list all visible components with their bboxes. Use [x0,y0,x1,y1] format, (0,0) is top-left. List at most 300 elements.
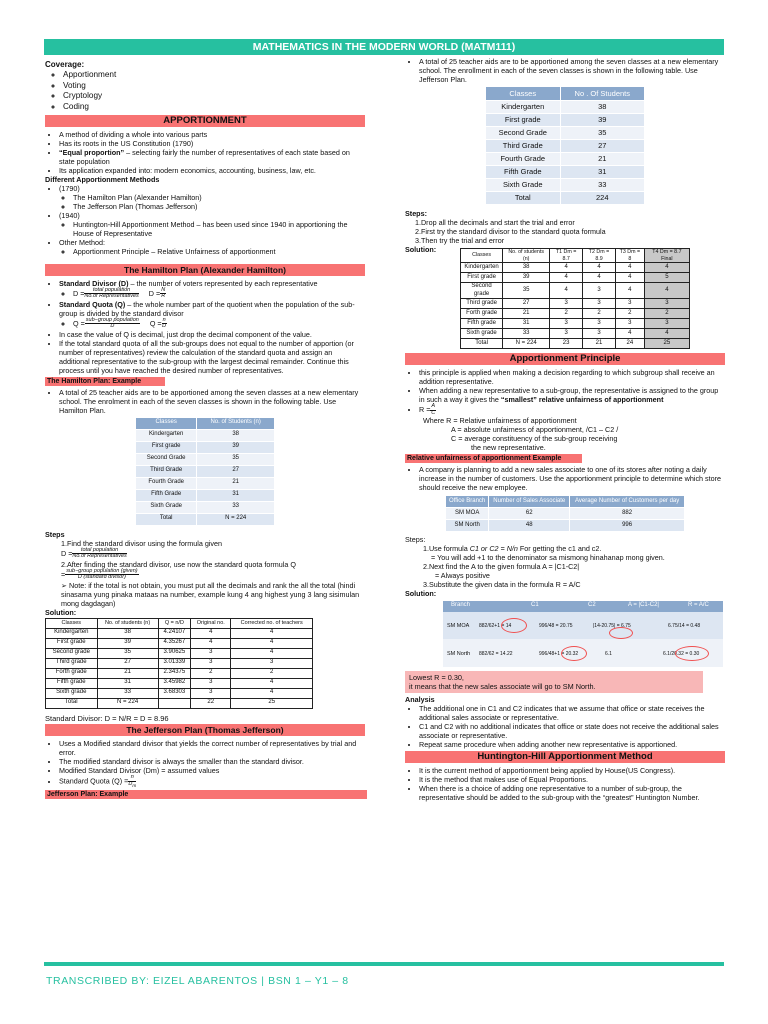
other-label: Other Method: [59,237,105,247]
year-label: (1790) [59,183,80,193]
table-cell: First grade [46,638,98,648]
method-sublist [59,247,365,256]
text: 1.Use formula [423,544,470,554]
cell: 882/62+1 = 14 [479,623,512,630]
table-cell: 31 [97,678,158,688]
table-row [136,513,275,525]
column-header: No . Of Students [560,87,644,101]
cell: SM North [447,651,471,658]
table-body [446,508,685,532]
document-title: MATHEMATICS IN THE MODERN WORLD (MATM111) [44,39,724,55]
table-cell: 3 [191,658,231,668]
table-row [486,192,645,205]
table-cell: 4 [550,273,583,283]
coverage-label: Coverage: [45,60,85,69]
col-label: C2 [588,602,596,609]
sq-label: Standard Quota (Q) = [59,776,129,786]
step-note: = You will add +1 to the denominator sa mismong hinahanap mong given. [431,553,665,563]
sd-result: Standard Divisor: D = N/R = D = 8.96 [45,713,169,723]
bullet: • If the total standard quota of all the sub-groups does not equal to the number of apportion (or number of representatives) review the calculation of the standard quota and assign an additional representative to the sub-group with the largest decimal remainder. Continue this process until you have reached the desired number of representatives. [59,339,365,375]
bullet: • When there is a choice of adding one representative to a number of sub-group, the representative should be added to the sub-group with the “greatest” Huntington Number. [419,784,725,802]
table-cell: Fifth grade [46,678,98,688]
step-formula: D = $\frac{\text{total population}}{\text{No.of Representatives}}$ [61,546,127,560]
table-cell: 21 [97,668,158,678]
table-row [136,465,275,477]
table-cell [158,698,190,708]
table-cell: 35 [97,648,158,658]
table-cell: 4 [644,283,689,299]
relative-example [405,465,725,492]
principle-steps [405,544,725,589]
table-cell: 3 [191,688,231,698]
table-cell: 4 [231,648,313,658]
table-cell: 31 [560,166,644,179]
table-row [446,508,685,520]
method-item: ◦ Apportionment Principle – Relative Unfairness of apportionment [73,247,365,256]
table-row [136,453,275,465]
table-cell: Sixth grade [46,688,98,698]
table-cell: Third Grade [136,465,197,477]
step: 3.Substitute the given data in the formula R = A/C [423,580,581,590]
principle-bullets [405,368,725,416]
table-cell: 38 [97,628,158,638]
step: 2.After finding the standard divisor, use now the standard quota formula Q [61,559,296,569]
cell: 996/48 = 20.75 [539,623,573,630]
bullet: • “Equal proportion” – selecting fairly the number of representatives of each state based on state population [59,148,365,166]
analysis-bullets [405,704,725,749]
table-row [46,688,313,698]
column-header: Classes [136,417,197,429]
col-label: Branch [451,602,471,609]
table-cell: 23 [550,339,583,349]
table-cell: Second grade [46,648,98,658]
jefferson-example [405,57,725,84]
table-cell: Third Grade [486,140,561,153]
table-cell: 3 [583,299,616,309]
bullet [59,300,365,330]
huntington-bullets [405,766,725,802]
branch-table [445,495,685,532]
year-label: (1940) [59,210,80,220]
step: 3.Then try the trial and error [415,236,505,245]
column-header: Office Branch [446,496,489,508]
apportionment-bullets [45,130,365,175]
table-cell: 3 [550,319,583,329]
bullet: • The modified standard divisor is always the smaller than the standard divisor. [59,757,365,766]
table-cell: 39 [560,114,644,127]
table-cell: 4 [191,638,231,648]
table-cell: 3.68303 [158,688,190,698]
bullet: • It is the current method of apportionment being applied by House(US Congress). [419,766,725,775]
column-header: No. of Students (n) [197,417,275,429]
table-cell: 21 [583,339,616,349]
table-row [46,638,313,648]
column-header: T1 Dm = 8.7 [550,249,583,263]
table-cell: 882 [570,508,685,520]
table-cell: 38 [560,101,644,114]
where-line: the new representative. [471,443,546,453]
col-label: C1 [531,602,539,609]
table-cell: 3 [583,329,616,339]
column-header: Average Number of Customers per day [570,496,685,508]
bullet: • Repeat same procedure when adding another new representative is apportioned. [419,740,725,749]
coverage-item: ◦ Cryptology [63,91,365,102]
table-cell: First grade [461,273,503,283]
table-cell: 4 [550,263,583,273]
table-cell: Kindergarten [136,429,197,441]
cell: 6.75/14 = 0.48 [668,623,701,630]
table-cell: 2 [583,309,616,319]
jefferson-steps [405,218,725,245]
right-column [405,57,725,803]
table-row [136,477,275,489]
table-cell: 4 [191,628,231,638]
table-cell: 31 [197,489,275,501]
table-cell: SM MOA [446,508,489,520]
table-cell: 4 [583,263,616,273]
table-cell: SM North [446,520,489,532]
where-line: A = absolute unfairness of apportionment, /C1 – C2 / [451,425,619,435]
denominator: No.of Representatives [72,553,127,560]
table-cell: 4 [231,638,313,648]
huntington-heading: Huntington-Hill Apportionment Method [405,751,725,763]
fraction: $\frac{n}{D_m}$ [128,774,137,788]
table-cell: 3 [644,319,689,329]
table-cell: Fifth Grade [136,489,197,501]
table-cell: 38 [197,429,275,441]
table-row [46,698,313,708]
table-cell: 3 [191,678,231,688]
cell: 996/48+1 = 20.32 [539,651,579,658]
table-row [46,658,313,668]
table-cell: Second grade [461,283,503,299]
table-row [461,309,690,319]
jefferson-heading: The Jefferson Plan (Thomas Jefferson) [45,724,365,736]
bullet: • A total of 25 teacher aids are to be apportioned among the seven classes at a new elementary school. The enrollment in each of the seven classes is shown in the following table. Use Jefferson Plan. [419,57,725,84]
table-cell: Sixth Grade [486,179,561,192]
left-column [45,60,365,801]
column-header: Original no. [191,618,231,628]
sq-formula: ◦ Q = $\frac{\text{sub−group population}}{D}$ Q = $\frac{n}{D}$ [73,318,365,330]
table-cell: Fourth Grade [486,153,561,166]
cell: 882/62 = 14.22 [479,651,513,658]
fraction: $\frac{A}{C}$ [431,403,436,416]
solution-image-header [443,601,723,612]
sd-formula: ◦ D = $\frac{\text{total population}}{\text{No.of Representatives}}$ D = $\frac{N}{R}$ [73,288,365,300]
hamilton-heading: The Hamilton Plan (Alexander Hamilton) [45,264,365,276]
table-cell: 27 [503,299,550,309]
table-row [461,339,690,349]
table-row [136,501,275,513]
table-cell: 27 [560,140,644,153]
table-cell: 39 [197,441,275,453]
table-cell: 3 [583,283,616,299]
table-cell: Kindergarten [461,263,503,273]
table-cell: 4 [231,628,313,638]
table-row [46,648,313,658]
method-sublist [59,220,365,238]
table-cell: 3 [615,319,644,329]
fraction: $\frac{n}{D}$ [162,316,167,330]
table-cell: 27 [197,465,275,477]
table-cell: 996 [570,520,685,532]
col-label: A = |C1-C2| [628,602,659,609]
column-header: Classes [461,249,503,263]
method-item: ◦ The Jefferson Plan (Thomas Jefferson) [73,202,365,211]
solution-label: Solution: [45,607,77,617]
table-row [136,441,275,453]
coverage-list [45,70,365,113]
footer-bar [44,962,724,966]
steps-label: Steps: [405,209,427,218]
column-header: Number of Sales Associate [489,496,570,508]
table-cell: 3 [615,299,644,309]
table-cell: 4 [644,263,689,273]
table-cell: 4 [615,263,644,273]
table-row [461,263,690,273]
bullet: • Uses a Modified standard divisor that yields the correct number of representatives by trial and error. [59,739,365,757]
table-cell: 33 [197,501,275,513]
hamilton-solution-table [45,618,313,709]
table-cell: 4.35267 [158,638,190,648]
cell: SM MOA [447,623,470,630]
class-table-body [136,429,275,525]
hamilton-steps [45,539,365,608]
table-cell: 62 [489,508,570,520]
table-cell: Third grade [461,299,503,309]
note: ➢ Note: if the total is not obtain, you must put all the decimals and rank the all the total (hindi sinasama yung pinaka mataas na number, example kung 4 ang highest yung 3 lang sisimulan mong dagdagan) [61,580,360,608]
table-cell: Kindergarten [486,101,561,114]
bullet [419,386,725,404]
table-cell: 4 [231,678,313,688]
step-formula: = $\frac{\text{sub−group population (given)}}{\text{D (standard divisor)}}$ [61,567,138,581]
relative-example-label: Relative unfairness of apportionment Example [405,454,582,463]
table-cell: 4 [231,688,313,698]
steps-label: Steps: [405,535,426,545]
table-cell: 4 [583,273,616,283]
denominator: D [110,323,115,330]
solution-label: Solution: [405,589,437,599]
table-cell: 22 [191,698,231,708]
emphasis: “smallest” relative unfairness of apportionment [500,395,664,405]
table-cell: 3.01339 [158,658,190,668]
table-cell: 3 [583,319,616,329]
table-cell: N = 224 [503,339,550,349]
method-year [59,238,365,256]
table-cell: 2 [231,668,313,678]
table-cell: 3 [550,299,583,309]
method-year [59,211,365,238]
table-row [446,520,685,532]
table-row [136,489,275,501]
jefferson-example-label: Jefferson Plan: Example [45,790,367,799]
example-bullets [45,388,365,415]
table-cell: 3 [550,329,583,339]
table-cell: 3 [191,648,231,658]
where-line: C = average constituency of the sub-group receiving [451,434,618,444]
formula-list [59,318,365,330]
table-row [486,153,645,166]
table-cell: 24 [615,339,644,349]
table-cell: Fifth Grade [486,166,561,179]
table-cell: 25 [644,339,689,349]
bullet: • In case the value of Q is decimal, just drop the decimal component of the value. [59,330,365,339]
table-cell: Second Grade [486,127,561,140]
sq-def: – the whole number part of the quotient when the population of the sub-group is divided by the standard divisor [59,299,355,318]
bullet: • Has its roots in the US Constitution (1790) [59,139,365,148]
table-cell: Second Grade [136,453,197,465]
table-header-row [46,618,313,628]
footer-credit: TRANSCRIBED BY: EIZEL ABARENTOS | BSN 1 – Y1 – 8 [46,975,349,987]
table-cell: Sixth Grade [136,501,197,513]
table-row [486,179,645,192]
table-cell: N = 224 [197,513,275,525]
table-cell: 4 [644,329,689,339]
col-label: R = A/C [688,602,709,609]
numerator: sub−group population [85,316,139,323]
table-cell: 21 [503,309,550,319]
table-cell: 48 [489,520,570,532]
table-cell: Total [136,513,197,525]
jefferson-class-table [485,86,645,205]
table-cell: First grade [136,441,197,453]
table-cell: 4 [615,273,644,283]
table-row [461,299,690,309]
analysis-label: Analysis [405,695,435,705]
solution-image [443,601,723,667]
coverage-item: ◦ Apportionment [63,70,365,81]
column-header: Corrected no. of teachers [231,618,313,628]
step-note: = Always positive [435,571,490,581]
table-row [46,628,313,638]
table-row [461,273,690,283]
sq-term: Standard Quota (Q) [59,299,126,309]
method-sublist [59,193,365,211]
apportionment-heading: APPORTIONMENT [45,115,365,127]
table-cell: 3 [644,299,689,309]
where-block [405,416,725,452]
table-row [136,429,275,441]
table-row [46,668,313,678]
table-cell: 2 [644,309,689,319]
table-row [486,101,645,114]
denominator: D (standard divisor) [77,574,126,581]
table-cell: 4.24107 [158,628,190,638]
table-row [46,678,313,688]
table-row [486,114,645,127]
table-row [486,166,645,179]
table-cell: 224 [560,192,644,205]
numerator: total population [84,288,138,295]
fraction [65,569,138,581]
result-line: Lowest R = 0.30, [409,673,464,683]
table-cell: 33 [560,179,644,192]
hamilton-bullets [45,279,365,375]
jefferson-bullets [45,739,365,788]
result-box [405,671,703,693]
table-cell: 33 [503,329,550,339]
step: 1.Drop all the decimals and start the trial and error [415,218,575,227]
table-body [486,101,645,205]
table-cell: N = 224 [97,698,158,708]
table-cell: Third grade [46,658,98,668]
bullet: • R = $\frac{A}{C}$ [419,404,725,416]
note-text: Note: if the total is not obtain, you must put all the decimals and rank the all the total (hindi sinasama yung pinaka mataas na number, example kung 4 ang highest yung 3 lang sisimulan mong dagdagan) [61,580,360,608]
table-cell: 21 [197,477,275,489]
table-row [461,283,690,299]
table-cell: Total [486,192,561,205]
table-cell: Total [461,339,503,349]
table-row [461,329,690,339]
bullet: • A method of dividing a whole into various parts [59,130,365,139]
sd-def: – the number of voters represented by each representative [128,278,318,288]
table-header-row [461,249,690,263]
coverage-item: ◦ Voting [63,81,365,92]
column-header: T2 Dm = 8.9 [583,249,616,263]
table-cell: 21 [560,153,644,166]
denominator: No.of Representatives [84,293,139,300]
table-cell: Fourth Grade [136,477,197,489]
step: 1.Find the standard divisor using the formula given [61,538,223,548]
table-cell: 35 [197,453,275,465]
table-cell: 39 [503,273,550,283]
table-body [461,263,690,349]
table-cell: 38 [503,263,550,273]
jefferson-solution-table [460,248,690,349]
step [423,544,725,553]
bullet: • It is the method that makes use of Equal Proportions. [419,775,725,784]
table-cell: First grade [486,114,561,127]
column-header: Q = n/D [158,618,190,628]
table-row [486,127,645,140]
table-cell: 4 [615,329,644,339]
table-cell: 2 [615,309,644,319]
bullet: • Modified Standard Divisor (Dm) = assumed values [59,766,365,775]
step: 2.Next find the A to the given formula A = |C1-C2| [423,562,580,572]
table-row [486,140,645,153]
column-header: T4 Dm = 8.7 Final [644,249,689,263]
coverage-item: ◦ Coding [63,102,365,113]
bullet: • A total of 25 teacher aids are to be apportioned among the seven classes at a new elementary school. The enrolment in each of the seven classes is shown in the following table. Use Hamilton Plan. [59,388,365,415]
table-cell: 2.34375 [158,668,190,678]
table-cell: Kindergarten [46,628,98,638]
highlight-circle [561,646,587,661]
step: 2.First try the standard divisor to the standard quota formula [415,227,606,236]
bullet: • The additional one in C1 and C2 indicates that we assume that office or state receives the additional sales associate or representative. [419,704,725,722]
table-cell: 4 [550,283,583,299]
numerator: sub−group population (given) [66,567,138,574]
table-cell: 2 [191,668,231,678]
table-cell: 31 [503,319,550,329]
cell: 6.1/20.32 = 0.30 [663,651,700,658]
numerator: total population [72,548,126,555]
solution-label: Solution: [405,245,437,254]
method-item: ◦ The Hamilton Plan (Alexander Hamilton) [73,193,365,202]
table-cell: Total [46,698,98,708]
column-header: No. of students (n) [97,618,158,628]
principle-heading: Apportionment Principle [405,353,725,365]
table-cell: Fifth grade [461,319,503,329]
where-line: Where R = Relative unfairness of apportionment [423,416,577,426]
column-header: Classes [46,618,98,628]
bullet: • A company is planning to add a new sales associate to one of its stores after noting a daily increase in the number of customers. Use the apportionment principle to determine which store should receive the new employee. [419,465,725,492]
formula: C1 or C2 = N/n [469,544,518,554]
method-item: ◦ Huntington-Hill Apportionment Method – has been used since 1940 in apportioning the House of Representative [73,220,365,238]
bullet: • this principle is applied when making a decision regarding to which subgroup shall receive an addition representative. [419,368,725,386]
methods-list [45,184,365,256]
table-cell: 2 [550,309,583,319]
bullet: • Its application expanded into: modern economics, accounting, business, law, etc. [59,166,365,175]
